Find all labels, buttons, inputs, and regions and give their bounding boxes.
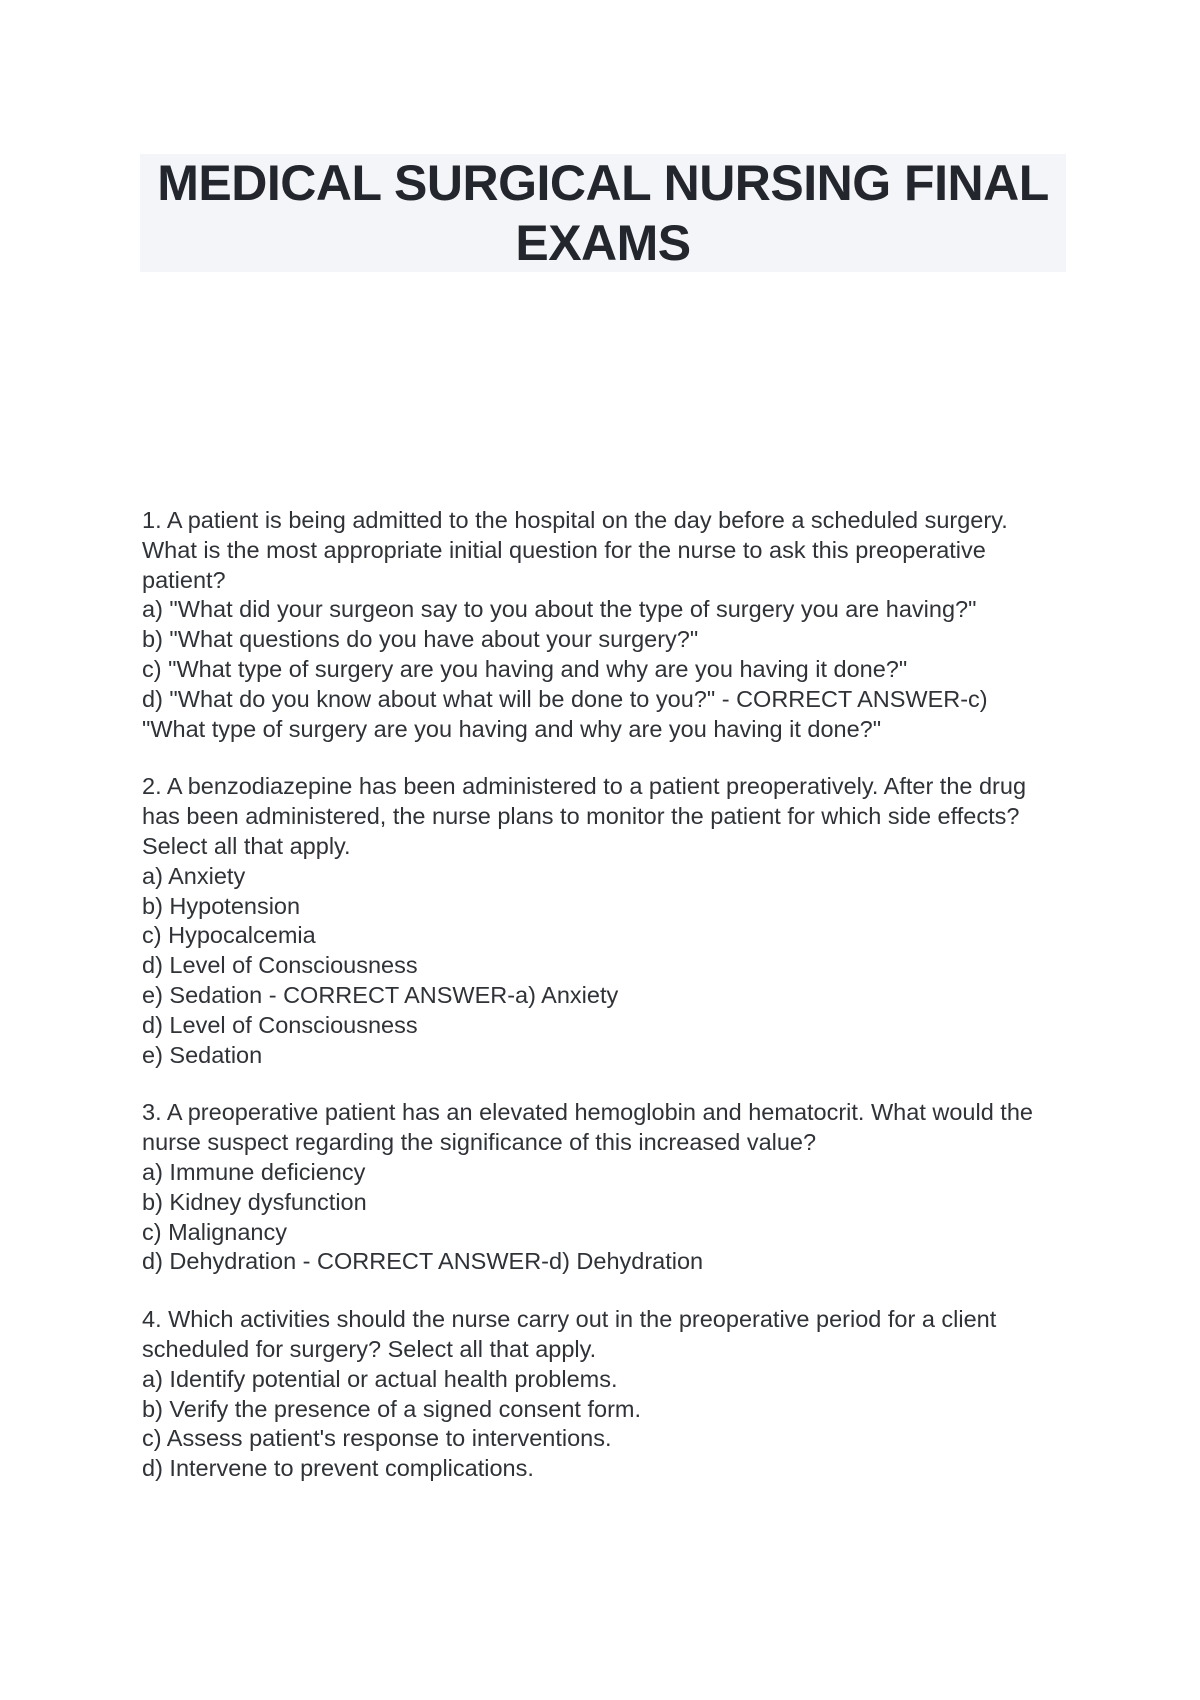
question-4 xyxy=(142,1305,1062,1484)
question-text-line: 4. Which activities should the nurse carry out in the preoperative period for a client xyxy=(142,1306,997,1333)
answer-option: b) Verify the presence of a signed consent form. xyxy=(142,1395,641,1422)
correct-answer-text: e) Sedation xyxy=(142,1041,263,1068)
answer-option: c) Malignancy xyxy=(142,1218,287,1245)
answer-option: c) Assess patient's response to interventions. xyxy=(142,1425,612,1452)
answer-option: d) Intervene to prevent complications. xyxy=(142,1455,534,1482)
document-title xyxy=(157,153,1049,273)
question-3 xyxy=(142,1098,1062,1277)
answer-option: d) Dehydration - CORRECT ANSWER-d) Dehydration xyxy=(142,1248,704,1275)
question-1 xyxy=(142,506,1062,744)
question-text-line: has been administered, the nurse plans to monitor the patient for which side effects? xyxy=(142,803,1020,830)
correct-answer-text: "What type of surgery are you having and why are you having it done?" xyxy=(142,715,882,742)
question-text-line: What is the most appropriate initial question for the nurse to ask this preoperative xyxy=(142,536,986,563)
answer-option: a) Immune deficiency xyxy=(142,1158,366,1185)
answer-option: c) Hypocalcemia xyxy=(142,922,316,949)
question-text-line: nurse suspect regarding the significance of this increased value? xyxy=(142,1129,817,1156)
question-text-line: 2. A benzodiazepine has been administered to a patient preoperatively. After the drug xyxy=(142,773,1027,800)
answer-option: b) Hypotension xyxy=(142,892,301,919)
answer-option: d) "What do you know about what will be done to you?" - CORRECT ANSWER-c) xyxy=(142,685,988,712)
question-text-line: scheduled for surgery? Select all that apply. xyxy=(142,1335,597,1362)
question-2 xyxy=(142,772,1062,1070)
question-text-line: patient? xyxy=(142,566,226,593)
correct-answer-text: d) Level of Consciousness xyxy=(142,1011,418,1038)
answer-option: e) Sedation - CORRECT ANSWER-a) Anxiety xyxy=(142,981,619,1008)
title-line: MEDICAL SURGICAL NURSING FINAL xyxy=(157,155,1049,211)
title-line: EXAMS xyxy=(515,215,691,271)
answer-option: b) Kidney dysfunction xyxy=(142,1188,367,1215)
answer-option: d) Level of Consciousness xyxy=(142,952,418,979)
question-text-line: 1. A patient is being admitted to the hospital on the day before a scheduled surgery. xyxy=(142,507,1008,533)
question-list xyxy=(142,506,1062,1512)
answer-option: b) "What questions do you have about your surgery?" xyxy=(142,626,699,653)
answer-option: a) Anxiety xyxy=(142,862,246,889)
question-text-line: Select all that apply. xyxy=(142,832,351,859)
title-banner xyxy=(140,154,1066,272)
answer-option: a) Identify potential or actual health problems. xyxy=(142,1365,618,1392)
question-text-line: 3. A preoperative patient has an elevated hemoglobin and hematocrit. What would the xyxy=(142,1099,1033,1126)
answer-option: c) "What type of surgery are you having and why are you having it done?" xyxy=(142,655,908,682)
answer-option: a) "What did your surgeon say to you about the type of surgery you are having?" xyxy=(142,596,977,623)
